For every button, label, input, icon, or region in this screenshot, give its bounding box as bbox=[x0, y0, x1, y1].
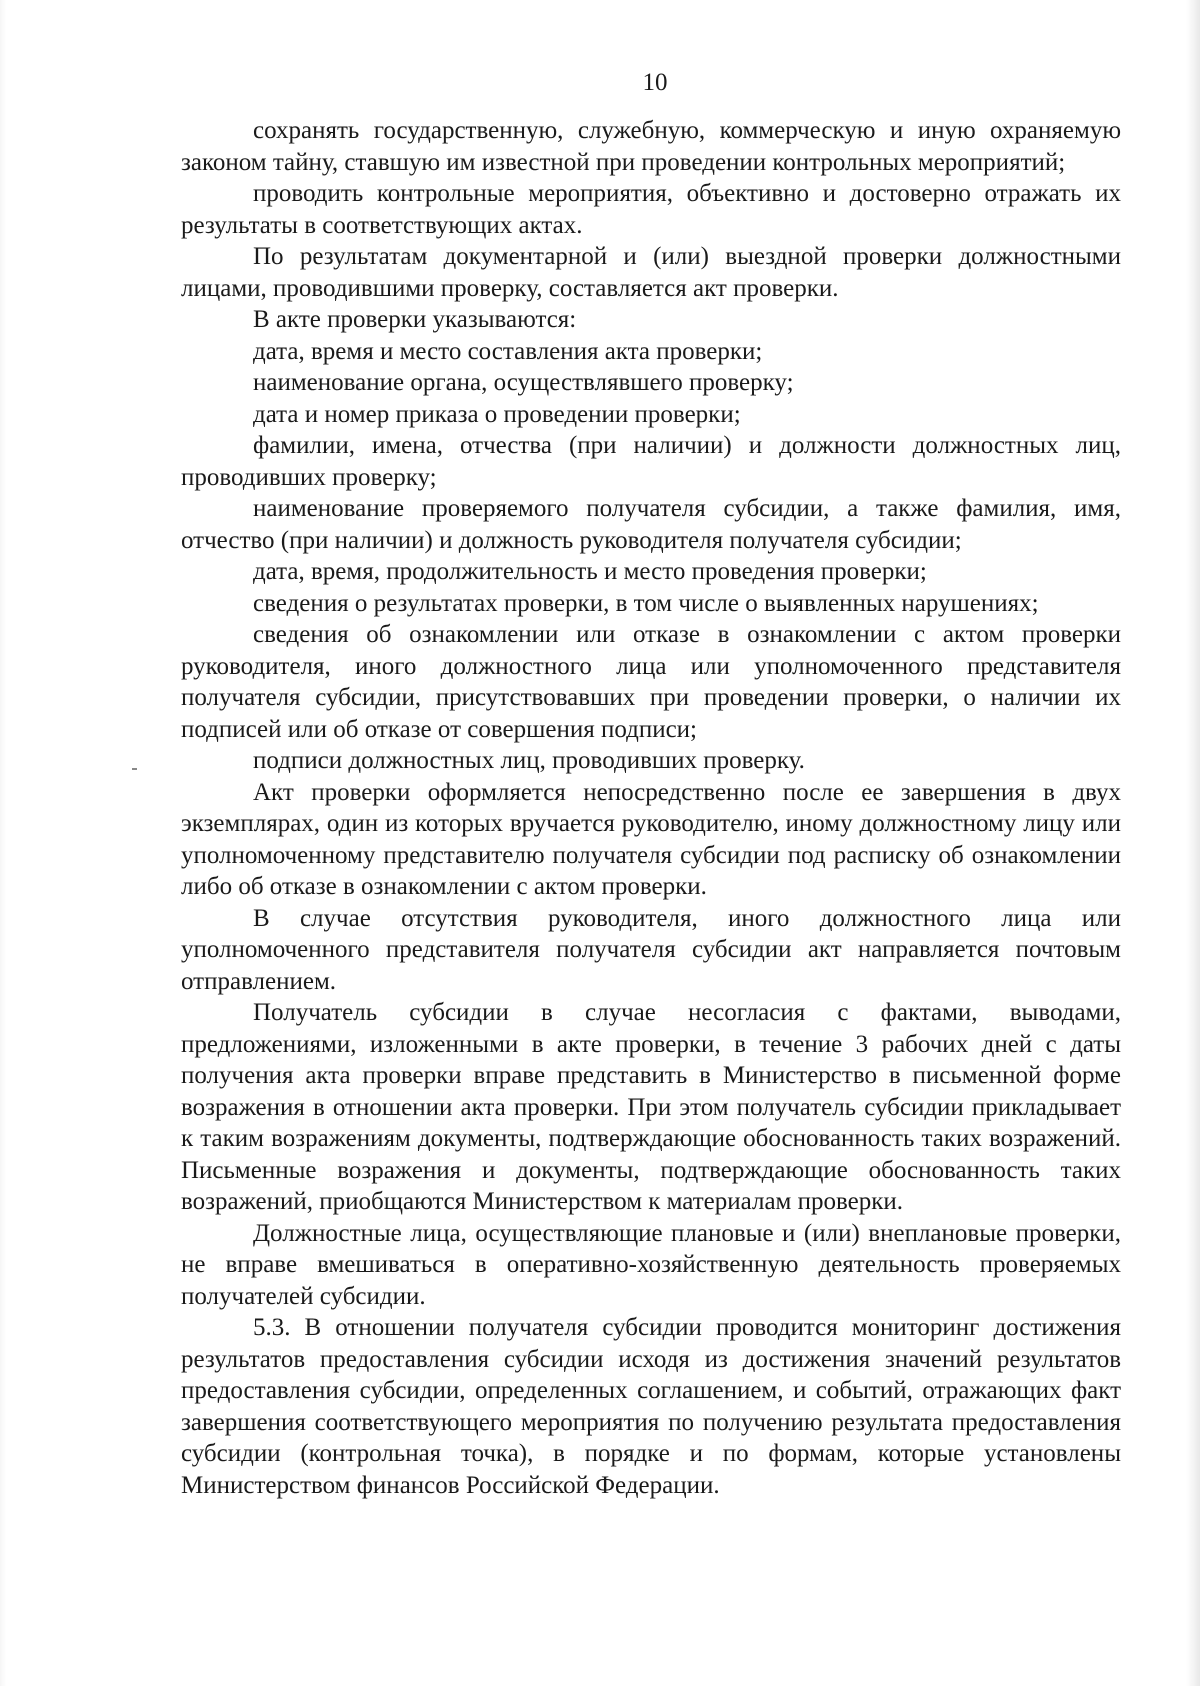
paragraph: В случае отсутствия руководителя, иного должностного лица или уполномоченного представителя получателя субсидии акт направляется почтовым отправлением. bbox=[181, 904, 1121, 995]
list-item: наименование проверяемого получателя субсидии, а также фамилия, имя, отчество (при наличии) и должность руководителя получателя субсидии; bbox=[181, 495, 1121, 554]
list-item: сведения об ознакомлении или отказе в ознакомлении с актом проверки руководителя, иного должностного лица или уполномоченного представителя получателя субсидии, присутствовавших при проведении проверки, о наличии их подписей или об отказе от совершения подписи; bbox=[181, 621, 1121, 743]
paragraph: Получатель субсидии в случае несогласия с фактами, выводами, предложениями, изложенными в акте проверки, в течение 3 рабочих дней с даты получения акта проверки вправе представить в Министерство в письменной форме возражения в отношении акта проверки. При этом получатель субсидии прикладывает к таким возражениям документы, подтверждающие обоснованность таких возражений. Письменные возражения и документы, подтверждающие обоснованность таких возражений, приобщаются Министерством к материалам проверки. bbox=[181, 999, 1121, 1215]
document-body bbox=[181, 115, 1121, 1501]
list-item: дата, время и место составления акта проверки; bbox=[253, 337, 763, 365]
list-item: сведения о результатах проверки, в том числе о выявленных нарушениях; bbox=[253, 589, 1039, 617]
paragraph: Акт проверки оформляется непосредственно после ее завершения в двух экземплярах, один из которых вручается руководителю, иному должностному лицу или уполномоченному представителю получателя субсидии под расписку об ознакомлении либо об отказе в ознакомлении с актом проверки. bbox=[181, 778, 1121, 900]
list-item: дата и номер приказа о проведении проверки; bbox=[253, 400, 741, 428]
list-item: наименование органа, осуществлявшего проверку; bbox=[253, 369, 794, 396]
scan-speck bbox=[132, 768, 137, 770]
paragraph: 5.3. В отношении получателя субсидии проводится мониторинг достижения результатов предоставления субсидии исходя из достижения значений результатов предоставления субсидии, определенных соглашением, и событий, отражающих факт завершения соответствующего мероприятия по получению результата предоставления субсидии (контрольная точка), в порядке и по формам, которые установлены Министерством финансов Российской Федерации. bbox=[181, 1314, 1121, 1499]
list-item: фамилии, имена, отчества (при наличии) и должности должностных лиц, проводивших проверку; bbox=[181, 432, 1121, 491]
list-item: подписи должностных лиц, проводивших проверку. bbox=[253, 747, 805, 774]
list-item: дата, время, продолжительность и место проведения проверки; bbox=[253, 558, 927, 585]
scan-edge-left bbox=[0, 0, 6, 1686]
paragraph: По результатам документарной и (или) выездной проверки должностными лицами, проводившими проверку, составляется акт проверки. bbox=[181, 243, 1121, 302]
scan-edge-right bbox=[1186, 0, 1200, 1686]
paragraph: В акте проверки указываются: bbox=[253, 306, 577, 333]
paragraph: Должностные лица, осуществляющие плановые и (или) внеплановые проверки, не вправе вмешиваться в оперативно-хозяйственную деятельность проверяемых получателей субсидии. bbox=[181, 1219, 1121, 1310]
paragraph: сохранять государственную, служебную, коммерческую и иную охраняемую законом тайну, ставшую им известной при проведении контрольных мероприятий; bbox=[181, 117, 1121, 176]
page-number: 10 bbox=[642, 69, 668, 96]
paragraph: проводить контрольные мероприятия, объективно и достоверно отражать их результаты в соответствующих актах. bbox=[181, 180, 1121, 239]
